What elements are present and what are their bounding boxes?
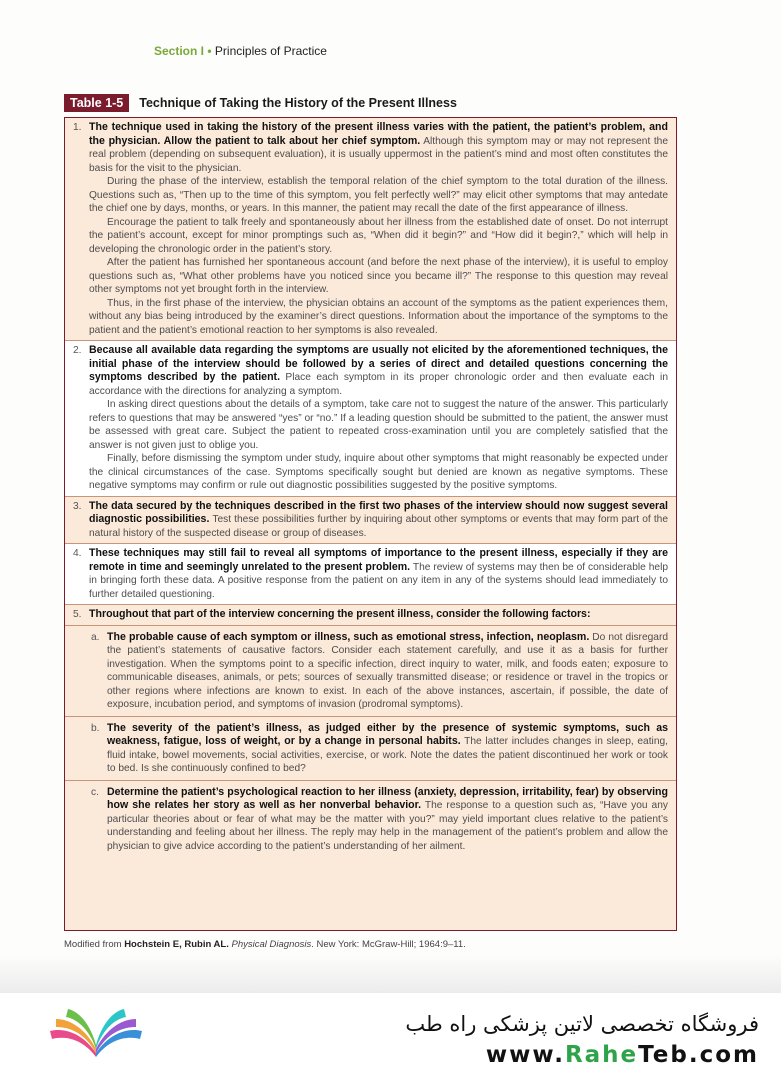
- item-lead: The technique used in taking the history of the present illness varies with the patient, the patient’s problem, and the physician. Allow the patient to talk about her chief symptom.: [89, 121, 668, 147]
- subitem-letter: a.: [91, 631, 100, 643]
- subitem-text: The response to a question such as, “Have you any particular theories about or fear of what may be the matter with you?” may yield important clues relative to the patient’s understanding and feeling about her illness. The reply may help in the management of the patient’s problem and allow the physician to give advice according to the patient’s understanding of her ailment.: [107, 800, 668, 852]
- item-paragraph: Finally, before dismissing the symptom under study, inquire about other symptoms that might reasonably be expected under the clinical circumstances of the case. Symptoms specifically sought but denied are known as negative symptoms. These negative symptoms may confirm or rule out diagnostic possibilities suggested by the positive symptoms.: [89, 453, 668, 491]
- item-lead: Throughout that part of the interview concerning the present illness, consider the following factors:: [89, 608, 591, 620]
- section-title: Principles of Practice: [214, 44, 327, 58]
- url-part: Teb: [638, 1042, 689, 1068]
- item-paragraph: During the phase of the interview, establish the temporal relation of the chief symptom to the total duration of the illness. Questions such as, “Then up to the time of this symptom, you felt perfectly well?” may elicit other symptoms that may antedate the chief one by days, months, or years. In this manner, the patient may recall the date of the first appearance of illness.: [89, 176, 668, 214]
- subitem-lead: The severity of the patient’s illness, as judged either by the presence of systemic symptoms, such as weakness, fatigue, loss of weight, or by a change in personal habits.: [107, 721, 668, 747]
- history-table: [64, 117, 677, 931]
- url-part: Rahe: [564, 1042, 639, 1068]
- source-authors: Hochstein E, Rubin AL.: [124, 939, 229, 950]
- subitem-lead: The probable cause of each symptom or illness, such as emotional stress, infection, neoplasm.: [107, 630, 590, 643]
- subitem-letter: c.: [91, 786, 99, 798]
- running-header: [154, 44, 327, 58]
- item-number: 5.: [73, 609, 82, 620]
- table-row-2: [65, 341, 676, 497]
- item-paragraph: Encourage the patient to talk freely and spontaneously about her illness from the established date of onset. Do not interrupt the patient’s account, except for minor promptings such as, “When did it begin?” and “How did it begin?,” which will help in developing the chronologic order in the patient’s story.: [89, 216, 668, 255]
- item-lead: Because all available data regarding the symptoms are usually not elicited by the aforementioned techniques, the initial phase of the interview should be followed by a series of direct and detailed questions concerning the symptoms described by the patient.: [89, 344, 668, 383]
- subitem-text: The latter includes changes in sleep, eating, fluid intake, bowel movements, social activities, exercise, or work. Note the dates the patient discontinued her work or took to bed. Is she continuously confined to bed?: [107, 736, 668, 774]
- subitem-letter: b.: [91, 722, 100, 734]
- item-number: 3.: [73, 500, 82, 512]
- item-text: Test these possibilities further by inquiring about other symptoms or events that may form part of the natural history of the suspected disease or group of diseases.: [89, 514, 669, 539]
- item-text: The review of systems may then be of considerable help in bringing forth these data. A positive response from the patient on any item in any of the systems should lead immediately to further detailed questioning.: [89, 561, 668, 600]
- item-text: Although this symptom may or may not represent the real problem (depending on subsequent evaluation), it is usually uppermost in the patient’s mind and most often constitutes the basis for the visit to the physician.: [89, 135, 669, 174]
- table-row-4: [65, 544, 676, 605]
- table-label: Table 1-5: [64, 94, 129, 112]
- item-paragraph: Thus, in the first phase of the interview, the physician obtains an account of the symptoms as the patient experiences them, without any bias being introduced by the examiner’s direct questions. Information about the importance of the symptoms to the patient and the patient’s emotional reaction to her symptoms is also revealed.: [89, 297, 668, 336]
- table-row-5: [65, 605, 676, 626]
- url-part: .com: [688, 1042, 759, 1068]
- table-caption: [64, 94, 457, 112]
- source-prefix: Modified from: [64, 939, 125, 950]
- table-subrow-c: [65, 781, 676, 858]
- page-shadow: [0, 955, 781, 993]
- store-name-persian: فروشگاه تخصصی لاتین پزشکی راه طب: [405, 1012, 759, 1036]
- item-lead: The data secured by the techniques described in the first two phases of the interview should now suggest several diagnostic possibilities.: [89, 499, 668, 525]
- item-number: 2.: [73, 345, 82, 356]
- subitem-text: Do not disregard the patient’s statements of causative factors. Consider each statement carefully, and use it as a basis for further investigation. When the symptoms point to a specific infection, direct inquiry to water, milk, and foods eaten; exposure to communicable diseases, animals, or pets; sources of sexually transmitted disease; or residence or travel in the tropics or other regions where infections are known to exist. In each of the above instances, ascertain, if possible, the date of exposure, incubation period, and symptoms of invasion (prodromal symptoms).: [107, 631, 668, 710]
- item-paragraph: In asking direct questions about the details of a symptom, take care not to suggest the nature of the answer. This particularly refers to questions that may be answered “yes” or “no.” If a leading question should be submitted to the patient, the answer must be assessed with great care. Subject the patient to repeated cross-examination until you are completely satisfied that the answer is not given just to oblige you.: [89, 399, 668, 451]
- item-number: 1.: [73, 122, 82, 133]
- item-lead: These techniques may still fail to reveal all symptoms of importance to the present illness, especially if they are remote in time and seemingly unrelated to the present problem.: [89, 547, 668, 573]
- source-book: Physical Diagnosis: [231, 939, 312, 950]
- table-row-3: [65, 497, 676, 545]
- source-rest: . New York: McGraw-Hill; 1964:9–11.: [311, 939, 466, 950]
- table-subrow-a: [65, 626, 676, 717]
- table-row-1: [65, 118, 676, 341]
- item-number: 4.: [73, 548, 82, 559]
- section-label: Section I: [154, 44, 205, 58]
- table-title: Technique of Taking the History of the Present Illness: [139, 96, 457, 110]
- subitem-lead: Determine the patient’s psychological reaction to her illness (anxiety, depression, irritability, fear) by observing how she relates her story as well as her nonverbal behavior.: [107, 785, 668, 811]
- item-paragraph: After the patient has furnished her spontaneous account (and before the next phase of the interview), it is useful to employ questions such as, “What other problems have you noticed since you became ill?” The response to this question may reveal other symptoms not yet brought forth in the interview.: [89, 257, 668, 295]
- book-logo-icon: [46, 1005, 146, 1065]
- header-bullet: •: [207, 44, 212, 58]
- store-url: [486, 1042, 759, 1068]
- url-part: www.: [485, 1042, 565, 1068]
- source-note: [64, 939, 466, 950]
- table-subrow-b: [65, 717, 676, 781]
- item-text: Place each symptom in its proper chronologic order and then evaluate each in accordance with the directions for analyzing a symptom.: [89, 372, 668, 397]
